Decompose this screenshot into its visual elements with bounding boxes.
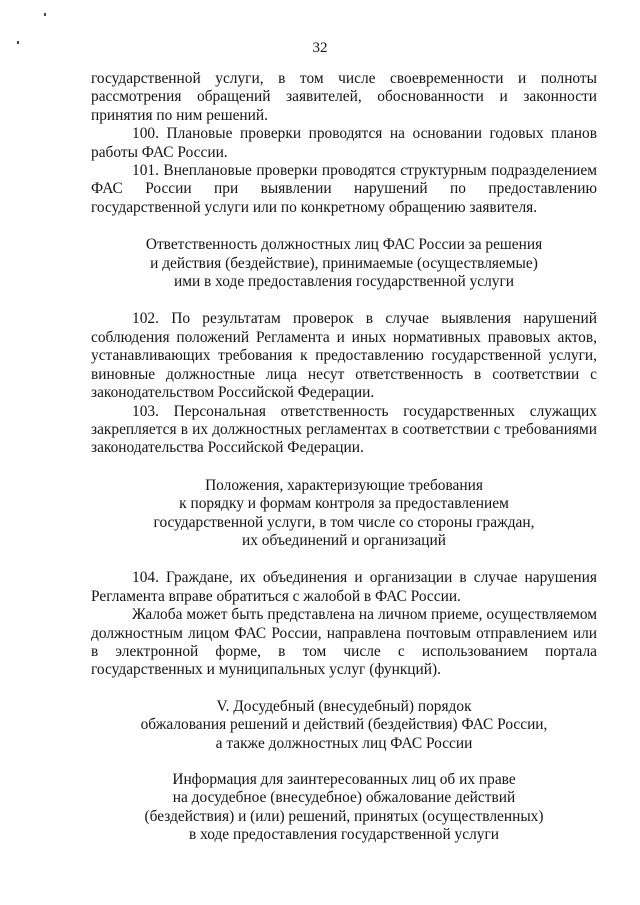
paragraph-100: 100. Плановые проверки проводятся на основании годовых планов работы ФАС России. bbox=[91, 125, 597, 161]
section-heading-information bbox=[91, 771, 597, 845]
heading-line: V. Досудебный (внесудебный) порядок bbox=[216, 697, 472, 715]
paragraph-102: 102. По результатам проверок в случае выявления нарушений соблюдения положений Регламента и иных нормативных правовых актов, устанавливающих требования к предоставлению государственной услуги, виновные должностные лица несут ответственность в соответствии с законодательством Российской Федерации. bbox=[91, 310, 597, 402]
heading-line: в ходе предоставления государственной услуги bbox=[189, 826, 499, 844]
page-number: 32 bbox=[312, 40, 328, 56]
heading-line: Информация для заинтересованных лиц об их праве bbox=[172, 771, 516, 788]
heading-line: а также должностных лиц ФАС России bbox=[215, 734, 473, 752]
heading-line: (бездействия) и (или) решений, принятых (осуществленных) bbox=[144, 807, 544, 825]
heading-line: и действия (бездействие), принимаемые (осуществляемые) bbox=[150, 254, 538, 272]
heading-line: обжалования решений и действий (бездействия) ФАС России, bbox=[140, 716, 548, 734]
section-heading-control bbox=[91, 477, 597, 551]
scan-speck bbox=[44, 13, 46, 16]
chapter-heading-v bbox=[91, 698, 597, 753]
paragraph-continuation: государственной услуги, в том числе своевременности и полноты рассмотрения обращений заявителей, обоснованности и законности принятия по ним решений. bbox=[91, 70, 597, 124]
heading-line: ими в ходе предоставления государственной услуги bbox=[173, 273, 515, 291]
heading-line: Ответственность должностных лиц ФАС России за решения bbox=[145, 236, 543, 254]
section-heading-responsibility bbox=[91, 236, 597, 291]
paragraph-104-complaint: Жалоба может быть представлена на личном приеме, осуществляемом должностным лицом ФАС России, направлена почтовым отправлением или в электронной форме, в том числе с использованием портала государственных и муниципальных услуг (функций). bbox=[91, 606, 597, 679]
paragraph-103: 103. Персональная ответственность государственных служащих закрепляется в их должностных регламентах в соответствии с требованиями законодательства Российской Федерации. bbox=[91, 402, 597, 457]
heading-line: к порядку и формам контроля за предоставлением bbox=[179, 495, 509, 513]
heading-line: Положения, характеризующие требования bbox=[205, 476, 483, 494]
paragraph-104: 104. Граждане, их объединения и организации в случае нарушения Регламента вправе обратиться с жалобой в ФАС России. bbox=[91, 569, 597, 605]
heading-line: государственной услуги, в том числе со стороны граждан, bbox=[153, 513, 535, 531]
body-text bbox=[91, 70, 597, 845]
heading-line: их объединений и организаций bbox=[242, 531, 446, 549]
heading-line: на досудебное (внесудебное) обжалование действий bbox=[172, 789, 516, 807]
paragraph-101: 101. Внеплановые проверки проводятся структурным подразделением ФАС России при выявлении нарушений по предоставлению государственной услуги или по конкретному обращению заявителя. bbox=[91, 162, 597, 216]
